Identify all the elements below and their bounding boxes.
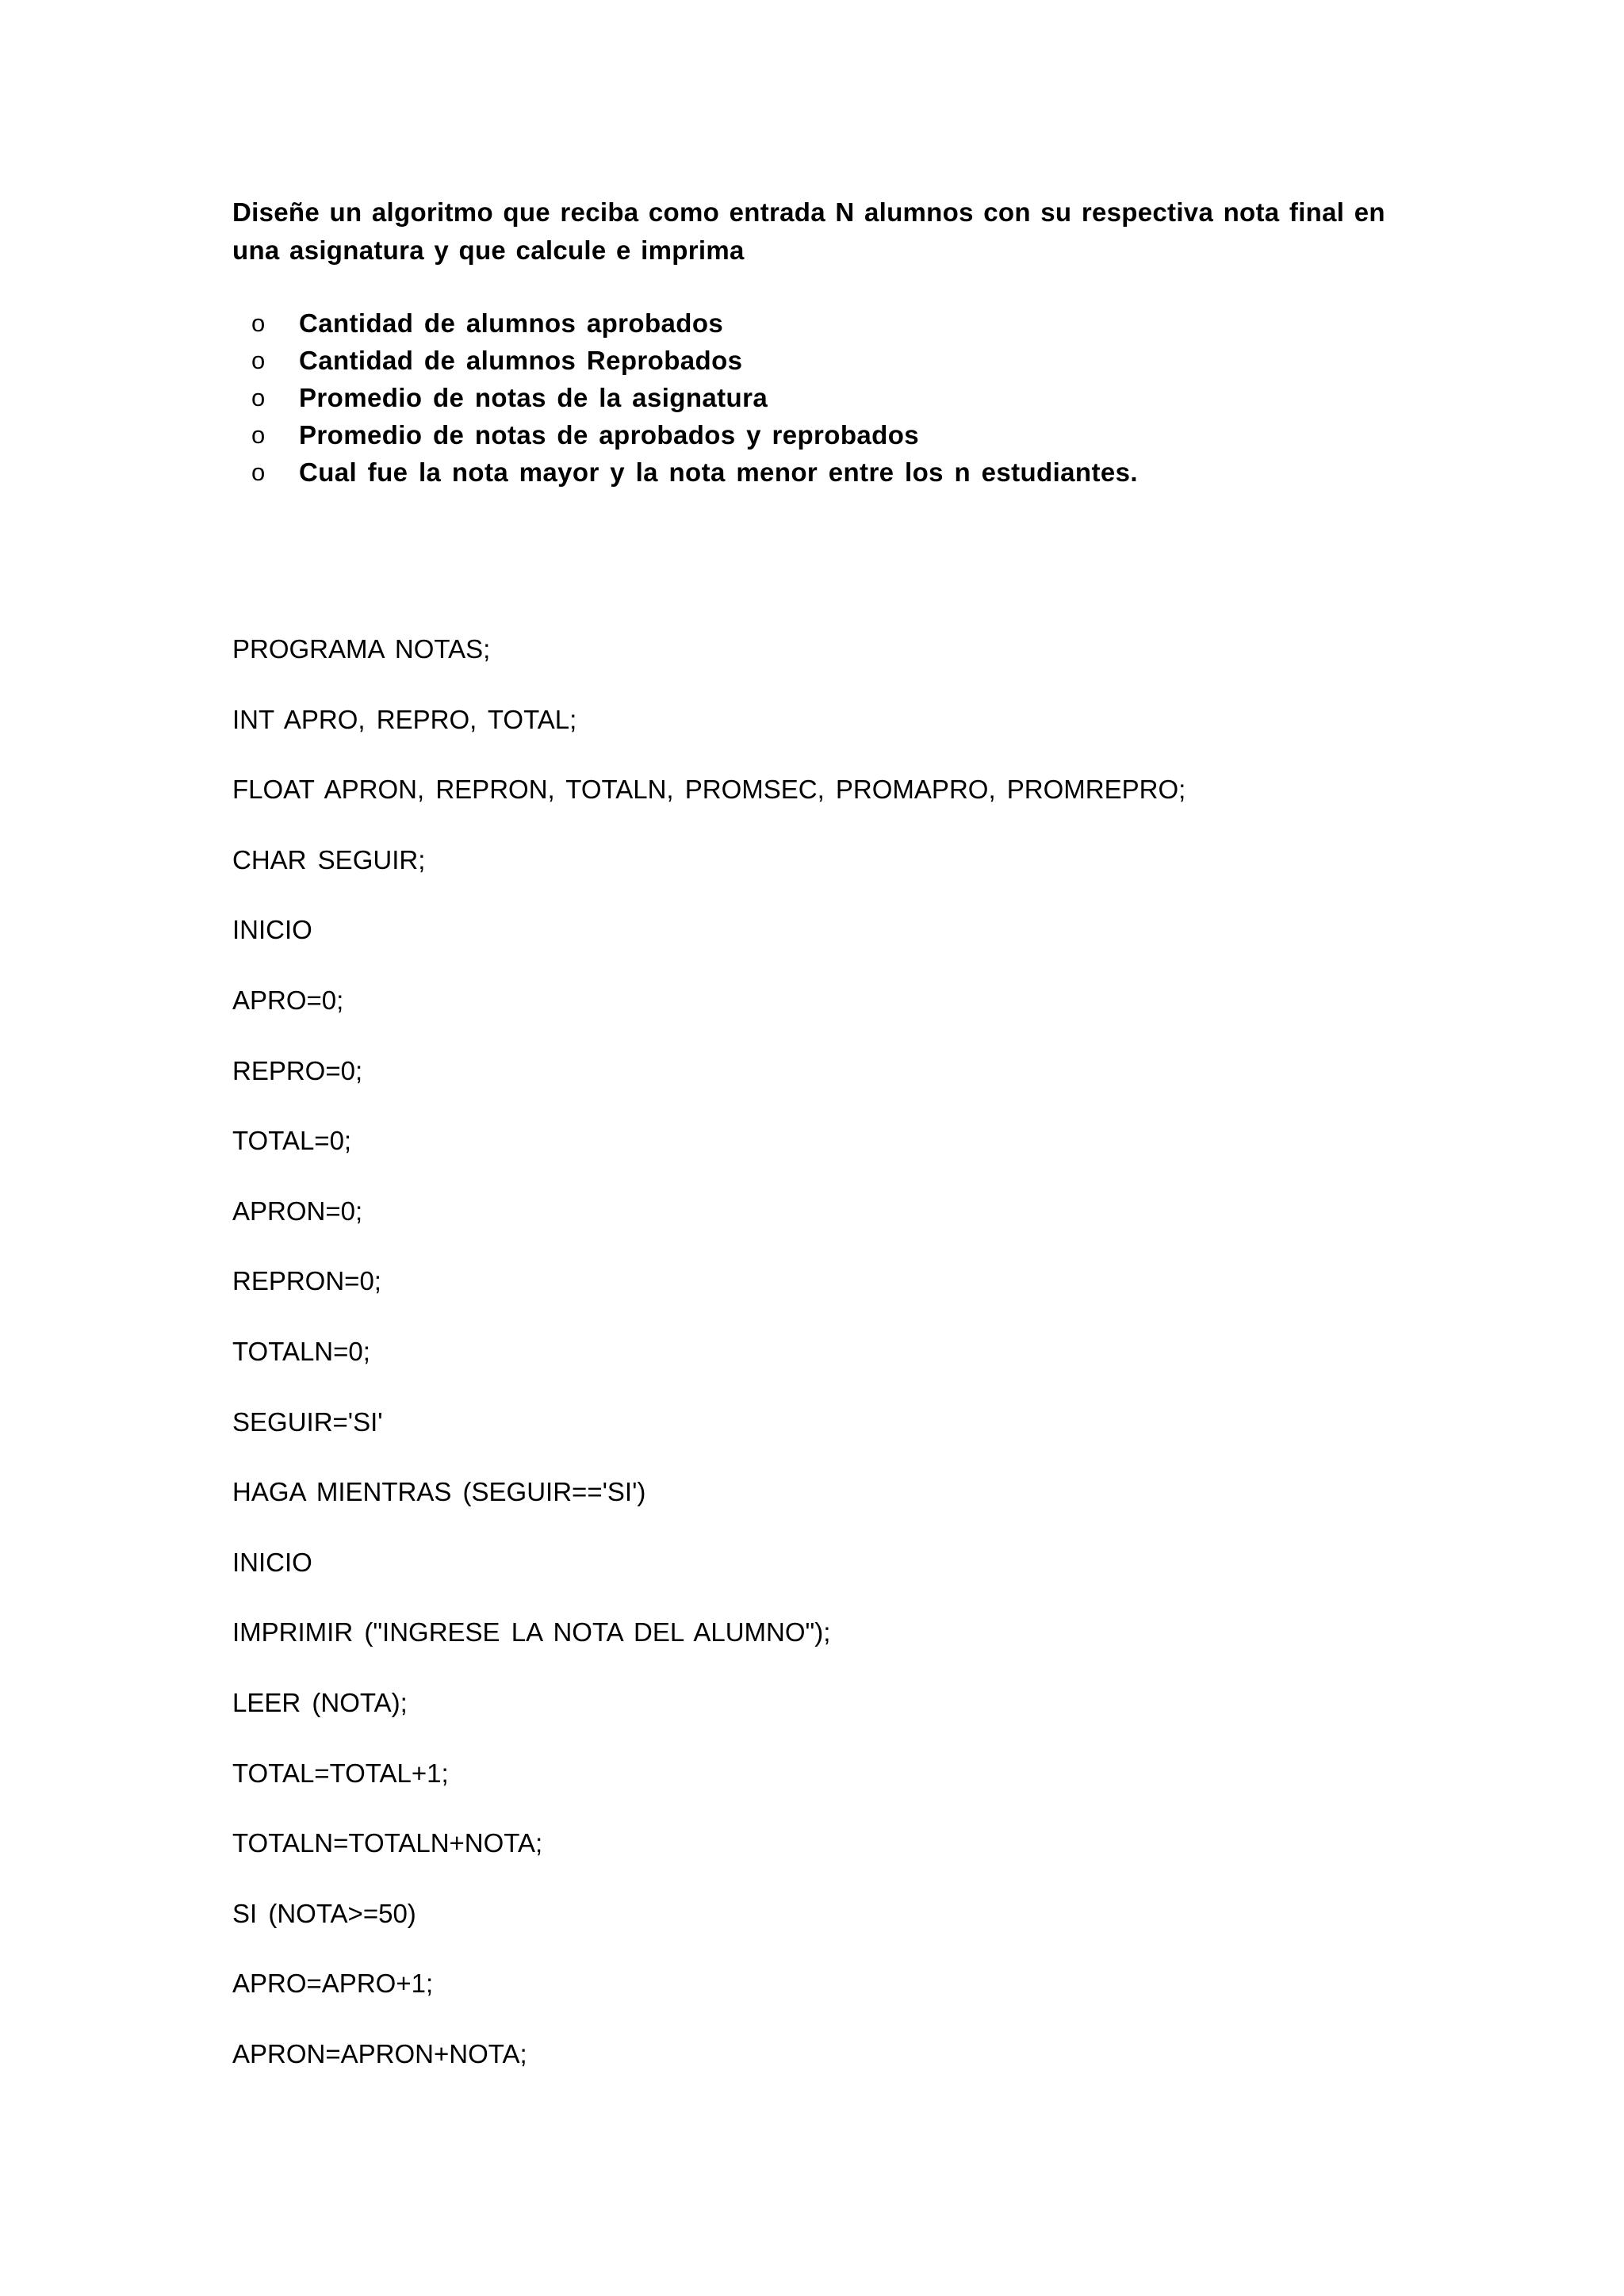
code-line-inicio: INICIO: [232, 915, 312, 945]
requirement-text: Promedio de notas de aprobados y reprobados: [299, 420, 920, 450]
code-line-apro-increment: APRO=APRO+1;: [232, 1969, 434, 1999]
code-line-total-increment: TOTAL=TOTAL+1;: [232, 1758, 449, 1788]
requirement-item: [232, 379, 1406, 416]
code-line-totaln-accumulate: TOTALN=TOTALN+NOTA;: [232, 1828, 543, 1858]
requirement-text: Cantidad de alumnos Reprobados: [299, 346, 743, 375]
requirements-list: [232, 304, 1406, 491]
bullet-circle-icon: o: [251, 458, 266, 486]
code-line-apron-accumulate: APRON=APRON+NOTA;: [232, 2038, 527, 2068]
problem-statement: [232, 193, 1406, 270]
code-line-apro-init: APRO=0;: [232, 985, 344, 1015]
code-line-while-loop: HAGA MIENTRAS (SEGUIR=='SI'): [232, 1477, 646, 1507]
code-line-seguir-init: SEGUIR='SI': [232, 1406, 383, 1437]
code-line-int-declaration: INT APRO, REPRO, TOTAL;: [232, 704, 577, 734]
bullet-circle-icon: o: [251, 346, 266, 374]
code-line-apron-init: APRON=0;: [232, 1196, 363, 1226]
requirement-text: Cual fue la nota mayor y la nota menor entre los n estudiantes.: [299, 457, 1138, 487]
code-line-program: PROGRAMA NOTAS;: [232, 634, 491, 664]
requirement-item: [232, 342, 1406, 379]
bullet-circle-icon: o: [251, 421, 266, 449]
problem-statement-line-2: una asignatura y que calcule e imprima: [232, 235, 745, 265]
code-line-char-declaration: CHAR SEGUIR;: [232, 844, 426, 874]
requirement-text: Promedio de notas de la asignatura: [299, 383, 768, 412]
requirement-item: [232, 416, 1406, 453]
pseudocode-listing: [232, 630, 1501, 2105]
code-line-repro-init: REPRO=0;: [232, 1055, 363, 1085]
requirement-item: [232, 453, 1406, 491]
problem-statement-line-1: Diseñe un algoritmo que reciba como entrada N alumnos con su respectiva nota final en: [232, 197, 1385, 227]
code-line-print-prompt: IMPRIMIR ("INGRESE LA NOTA DEL ALUMNO");: [232, 1617, 831, 1647]
code-line-if-approved: SI (NOTA>=50): [232, 1898, 416, 1928]
requirement-item: [232, 304, 1406, 342]
code-line-totaln-init: TOTALN=0;: [232, 1336, 370, 1366]
code-line-total-init: TOTAL=0;: [232, 1126, 352, 1156]
code-line-read-nota: LEER (NOTA);: [232, 1687, 408, 1717]
bullet-circle-icon: o: [251, 384, 266, 411]
code-line-repron-init: REPRON=0;: [232, 1266, 381, 1296]
bullet-circle-icon: o: [251, 309, 266, 337]
code-line-float-declaration: FLOAT APRON, REPRON, TOTALN, PROMSEC, PROMAPRO, PROMREPRO;: [232, 775, 1186, 805]
requirement-text: Cantidad de alumnos aprobados: [299, 308, 724, 338]
code-line-loop-inicio: INICIO: [232, 1547, 312, 1577]
